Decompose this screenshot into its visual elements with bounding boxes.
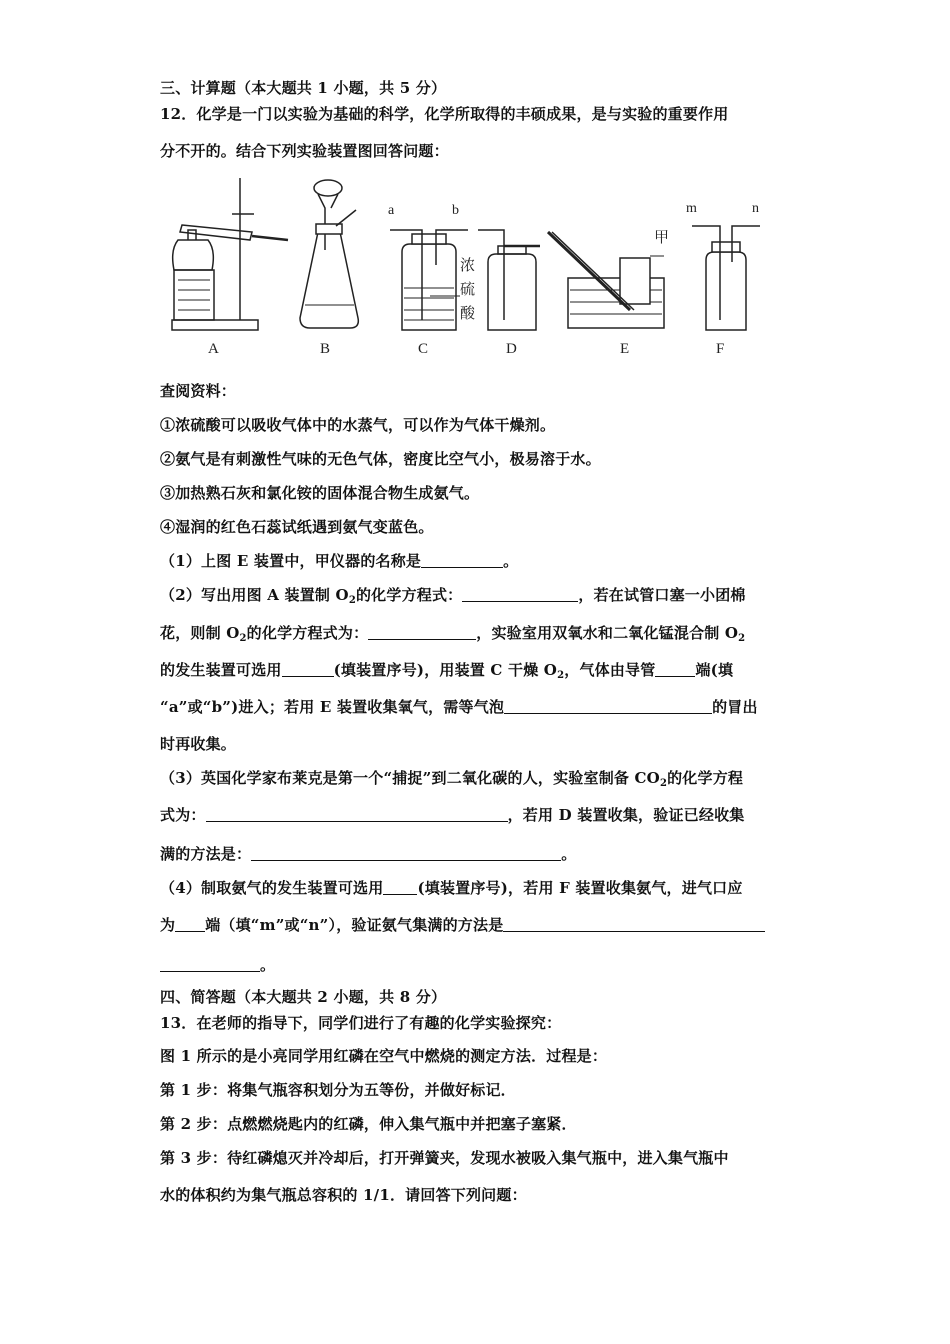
part2-line2 (160, 622, 745, 643)
q12-intro-line2: 分不开的。结合下列实验装置图回答问题： (160, 142, 449, 160)
q12-intro-line1: 12．化学是一门以实验为基础的科学，化学所取得的丰硕成果，是与实验的重要作用 (160, 105, 729, 123)
q13-line6: 水的体积约为集气瓶总容积的 1/1．请回答下列问题： (160, 1186, 527, 1204)
port-m: m (686, 201, 697, 216)
q13-line3: 第 1 步：将集气瓶容积划分为五等份，并做好标记． (160, 1081, 516, 1099)
part2-text: 的发生装置可选用 (160, 661, 282, 679)
part4-text: 为 (160, 916, 176, 934)
label-c: C (418, 341, 429, 357)
part2-text: 的化学方程式： (355, 586, 463, 604)
jia-label: 甲 (654, 230, 670, 246)
answer-blank[interactable] (462, 587, 578, 602)
part3-text: ，若用 D 装置收集，验证已经收集 (507, 806, 745, 824)
answer-blank[interactable] (504, 699, 712, 714)
part2-text: 的冒出 (712, 698, 758, 716)
port-b: b (452, 203, 459, 218)
part3-text: 。 (561, 845, 577, 863)
acid-char-2: 硫 (460, 282, 476, 298)
part4-text: 端（填“m”或“n”），验证氨气集满的方法是 (205, 916, 504, 934)
apparatus-d (478, 230, 540, 330)
section3-heading: 三、计算题（本大题共 1 小题，共 5 分） (160, 79, 447, 97)
part3-text: （3）英国化学家布莱克是第一个“捕捉”到二氧化碳的人，实验室制备 CO (160, 769, 660, 787)
answer-blank[interactable] (160, 957, 260, 972)
section4-heading: 四、简答题（本大题共 2 小题，共 8 分） (160, 988, 447, 1006)
apparatus-c (390, 230, 468, 330)
part4-line2 (160, 914, 765, 935)
part2-line3 (160, 659, 733, 680)
part3-text: 满的方法是： (160, 845, 252, 863)
apparatus-b (300, 180, 358, 328)
q13-line1: 13．在老师的指导下，同学们进行了有趣的化学实验探究： (160, 1014, 562, 1032)
acid-char-3: 酸 (460, 306, 476, 322)
answer-blank[interactable] (421, 553, 503, 568)
label-d: D (506, 341, 517, 357)
subscript: 2 (348, 595, 356, 606)
part3-text: 的化学方程 (667, 769, 744, 787)
ref-2: ②氨气是有刺激性气味的无色气体，密度比空气小，极易溶于水。 (160, 450, 601, 468)
label-f: F (716, 341, 725, 357)
part2-text: “a”或“b”)进入；若用 E 装置收集氧气，需等气泡 (160, 698, 505, 716)
port-n: n (752, 201, 759, 216)
answer-blank[interactable] (206, 807, 508, 822)
part3-line3 (160, 843, 576, 864)
part1 (160, 550, 518, 571)
part2-text: (填装置序号)，用装置 C 干燥 O (333, 661, 558, 679)
apparatus-a (172, 178, 288, 330)
answer-blank[interactable] (383, 880, 417, 895)
label-e: E (620, 341, 630, 357)
subscript: 2 (239, 633, 247, 644)
part2-line1 (160, 584, 746, 605)
part2-text: 的化学方程式为： (246, 624, 369, 642)
q13-line2: 图 1 所示的是小亮同学用红磷在空气中燃烧的测定方法．过程是： (160, 1047, 608, 1065)
part4-text: (填装置序号)，若用 F 装置收集氨气，进气口应 (417, 879, 743, 897)
part2-text: ，气体由导管 (564, 661, 656, 679)
part2-line5: 时再收集。 (160, 735, 237, 753)
label-b: B (320, 341, 331, 357)
subscript: 2 (557, 670, 565, 681)
subscript: 2 (659, 778, 668, 789)
answer-blank[interactable] (503, 917, 765, 932)
ref-title: 查阅资料： (160, 382, 237, 400)
apparatus-e (548, 232, 664, 328)
apparatus-f (692, 226, 760, 330)
answer-blank[interactable] (655, 662, 695, 677)
part2-text: （2）写出用图 A 装置制 O (160, 586, 349, 604)
part4-line3 (160, 954, 275, 975)
ref-1: ①浓硫酸可以吸收气体中的水蒸气，可以作为气体干燥剂。 (160, 416, 556, 434)
subscript: 2 (738, 633, 746, 644)
part4-text: 。 (260, 956, 276, 974)
answer-blank[interactable] (368, 625, 476, 640)
part3-line2 (160, 804, 744, 825)
answer-blank[interactable] (251, 846, 561, 861)
label-a: A (208, 341, 219, 357)
part4-text: （4）制取氨气的发生装置可选用 (160, 879, 384, 897)
part2-text: ，若在试管口塞一小团棉 (578, 586, 746, 604)
answer-blank[interactable] (175, 917, 205, 932)
part2-line4 (160, 696, 758, 717)
part2-text: 端(填 (695, 661, 734, 679)
part3-line1 (160, 767, 743, 788)
part1-end: 。 (503, 552, 519, 570)
apparatus-figure (160, 170, 800, 360)
q13-line5: 第 3 步：待红磷熄灭并冷却后，打开弹簧夹，发现水被吸入集气瓶中，进入集气瓶中 (160, 1149, 729, 1167)
ref-4: ④湿润的红色石蕊试纸遇到氨气变蓝色。 (160, 518, 434, 536)
q13-line4: 第 2 步：点燃燃烧匙内的红磷，伸入集气瓶中并把塞子塞紧． (160, 1115, 577, 1133)
part2-text: ，实验室用双氧水和二氧化锰混合制 O (476, 624, 739, 642)
part3-text: 式为： (160, 806, 206, 824)
ref-3: ③加热熟石灰和氯化铵的固体混合物生成氨气。 (160, 484, 480, 502)
part4-line1 (160, 877, 743, 898)
acid-char-1: 浓 (460, 258, 476, 274)
answer-blank[interactable] (282, 662, 334, 677)
part1-text: （1）上图 E 装置中，甲仪器的名称是 (160, 552, 422, 570)
part2-text: 花，则制 O (160, 624, 240, 642)
port-a: a (388, 203, 395, 218)
